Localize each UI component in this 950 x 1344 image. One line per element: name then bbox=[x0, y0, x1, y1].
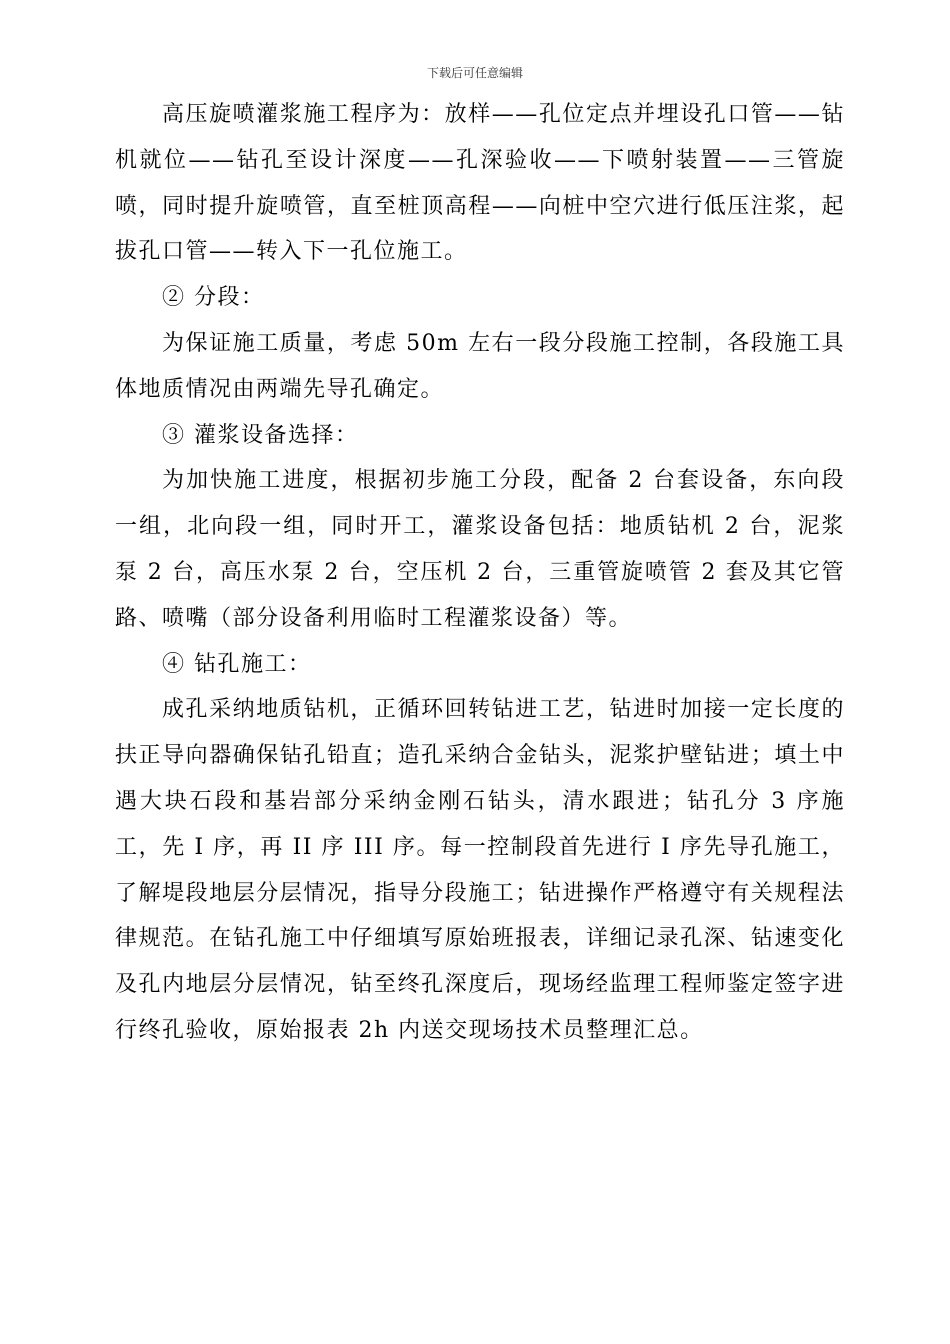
paragraph-segmentation: 为保证施工质量，考虑 50m 左右一段分段施工控制，各段施工具体地质情况由两端先导孔确定。 bbox=[115, 330, 845, 402]
paragraph-drilling: 成孔采纳地质钻机，正循环回转钻进工艺，钻进时加接一定长度的扶正导向器确保钻孔铅直；造孔采纳合金钻头，泥浆护壁钻进；填土中遇大块石段和基岩部分采纳金刚石钻头，清水跟进；钻孔分 3 序施工，先 I 序，再 II 序 III 序。每一控制段首先进行 I 序先导孔施工，了解堤段地层分层情况，指导分段施工；钻进操作严格遵守有关规程法律规范。在钻孔施工中仔细填写原始班报表，详细记录孔深、钻速变化及孔内地层分层情况，钻至终孔深度后，现场经监理工程师鉴定签字进行终孔验收，原始报表 2h 内送交现场技术员整理汇总。 bbox=[115, 697, 845, 1043]
header-note: 下载后可任意编辑 bbox=[426, 66, 523, 80]
heading-equipment-selection: ③ 灌浆设备选择： bbox=[162, 422, 359, 448]
paragraph-equipment: 为加快施工进度，根据初步施工分段，配备 2 台套设备，东向段一组，北向段一组，同时开工，灌浆设备包括：地质钻机 2 台，泥浆泵 2 台，高压水泵 2 台，空压机 2 台，三重管旋喷管 2 套及其它管路、喷嘴（部分设备利用临时工程灌浆设备）等。 bbox=[115, 468, 845, 631]
paragraph-grouting-procedure: 高压旋喷灌浆施工程序为：放样——孔位定点并埋设孔口管——钻机就位——钻孔至设计深度——孔深验收——下喷射装置——三管旋喷，同时提升旋喷管，直至桩顶高程——向桩中空穴进行低压注浆，起拔孔口管——转入下一孔位施工。 bbox=[115, 102, 845, 265]
document-body bbox=[115, 92, 845, 1054]
heading-segmentation: ② 分段： bbox=[162, 285, 265, 311]
heading-drilling: ④ 钻孔施工： bbox=[162, 651, 312, 677]
